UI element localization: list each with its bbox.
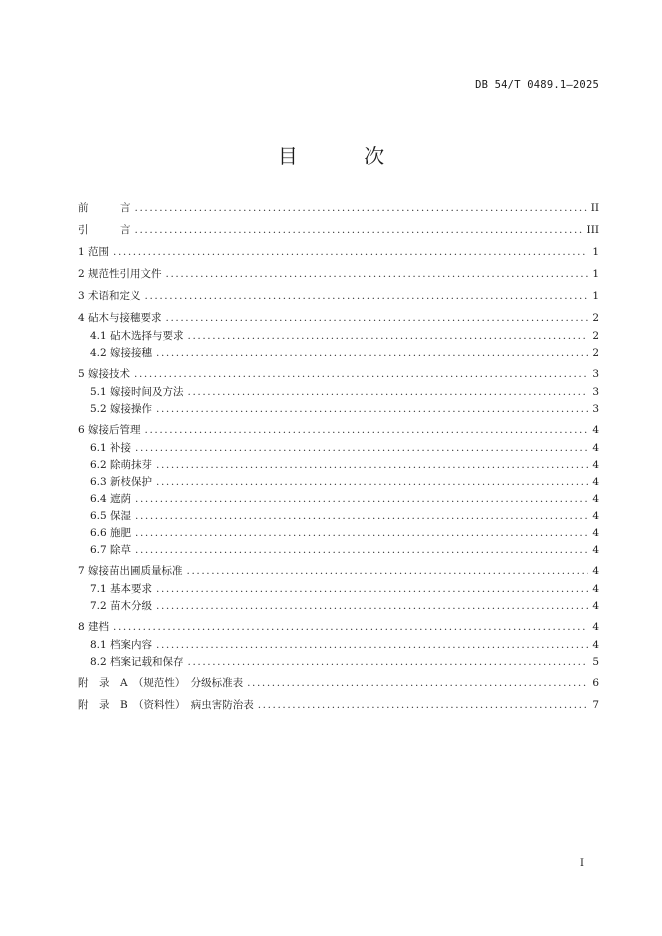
toc-page: 6 bbox=[592, 677, 599, 689]
toc-leader bbox=[247, 675, 588, 691]
toc-leader bbox=[135, 491, 588, 507]
toc-leader bbox=[135, 440, 588, 456]
toc-entry[interactable] bbox=[90, 654, 599, 670]
toc-entry[interactable] bbox=[90, 598, 599, 614]
page-number: I bbox=[580, 858, 584, 869]
toc-page: 4 bbox=[592, 510, 599, 522]
toc-entry[interactable] bbox=[78, 675, 599, 691]
toc-leader bbox=[113, 244, 588, 260]
toc-label: 6.3 新枝保护 bbox=[90, 476, 153, 488]
toc-page: 1 bbox=[592, 290, 599, 302]
toc-label: 1 范围 bbox=[78, 246, 110, 258]
toc-label: 4.2 嫁接接穗 bbox=[90, 347, 153, 359]
toc-leader bbox=[166, 266, 589, 282]
toc-label: 8.2 档案记载和保存 bbox=[90, 656, 184, 668]
toc-label: 8 建档 bbox=[78, 621, 110, 633]
toc-entry[interactable] bbox=[90, 581, 599, 597]
toc-page: 4 bbox=[592, 600, 599, 612]
toc-leader bbox=[145, 288, 589, 304]
toc-label: 6.1 补接 bbox=[90, 442, 132, 454]
toc-leader bbox=[187, 563, 589, 579]
toc-label: 6 嫁接后管理 bbox=[78, 424, 141, 436]
toc-label: 6.4 遮荫 bbox=[90, 493, 132, 505]
toc-page: 4 bbox=[592, 442, 599, 454]
toc-leader bbox=[166, 310, 589, 326]
toc-page: III bbox=[586, 224, 599, 236]
toc-entry[interactable] bbox=[78, 200, 599, 216]
toc-page: 1 bbox=[592, 268, 599, 280]
toc-leader bbox=[135, 508, 588, 524]
toc-entry[interactable] bbox=[78, 422, 599, 438]
toc-page: 4 bbox=[592, 583, 599, 595]
toc-leader bbox=[135, 222, 583, 238]
toc-leader bbox=[156, 474, 588, 490]
toc-entry[interactable] bbox=[90, 328, 599, 344]
toc-label: 7.1 基本要求 bbox=[90, 583, 153, 595]
toc-entry[interactable] bbox=[90, 345, 599, 361]
toc-label: 7 嫁接苗出圃质量标准 bbox=[78, 565, 183, 577]
toc-label: 引 言 bbox=[78, 224, 131, 236]
page-title: 目 次 bbox=[277, 144, 415, 168]
toc-page: II bbox=[590, 202, 599, 214]
toc-leader bbox=[134, 366, 588, 382]
toc-leader bbox=[188, 328, 589, 344]
toc-entry[interactable] bbox=[78, 563, 599, 579]
toc-entry[interactable] bbox=[90, 440, 599, 456]
toc-label: 6.6 施肥 bbox=[90, 527, 132, 539]
toc-entry[interactable] bbox=[90, 542, 599, 558]
toc-entry[interactable] bbox=[78, 288, 599, 304]
toc-label: 8.1 档案内容 bbox=[90, 639, 153, 651]
toc-entry[interactable] bbox=[90, 637, 599, 653]
toc-page: 2 bbox=[592, 347, 599, 359]
toc-page: 4 bbox=[592, 493, 599, 505]
toc-label: 7.2 苗木分级 bbox=[90, 600, 153, 612]
toc-leader bbox=[113, 619, 588, 635]
toc-entry[interactable] bbox=[90, 508, 599, 524]
toc-entry[interactable] bbox=[78, 266, 599, 282]
toc-page: 1 bbox=[592, 246, 599, 258]
toc-page: 7 bbox=[592, 699, 599, 711]
toc-page: 4 bbox=[592, 621, 599, 633]
toc-page: 2 bbox=[592, 312, 599, 324]
toc-leader bbox=[258, 697, 589, 713]
toc-page: 4 bbox=[592, 527, 599, 539]
toc-label: 5 嫁接技术 bbox=[78, 368, 131, 380]
toc-page: 4 bbox=[592, 639, 599, 651]
toc-leader bbox=[188, 384, 589, 400]
toc-leader bbox=[156, 581, 588, 597]
toc-entry[interactable] bbox=[90, 384, 599, 400]
toc-leader bbox=[156, 345, 588, 361]
toc-entry[interactable] bbox=[78, 619, 599, 635]
toc-label: 4 砧木与接穗要求 bbox=[78, 312, 162, 324]
toc-leader bbox=[135, 525, 588, 541]
toc-label: 5.1 嫁接时间及方法 bbox=[90, 386, 184, 398]
toc-label: 附 录 A （规范性） 分级标准表 bbox=[78, 677, 244, 689]
toc-entry[interactable] bbox=[78, 244, 599, 260]
toc-leader bbox=[145, 422, 589, 438]
toc-page: 3 bbox=[592, 386, 599, 398]
document-code: DB 54/T 0489.1—2025 bbox=[475, 79, 599, 91]
toc-entry[interactable] bbox=[78, 222, 599, 238]
toc-page: 3 bbox=[592, 403, 599, 415]
toc-entry[interactable] bbox=[90, 525, 599, 541]
toc-page: 4 bbox=[592, 476, 599, 488]
toc-leader bbox=[156, 598, 588, 614]
toc-label: 2 规范性引用文件 bbox=[78, 268, 162, 280]
toc-leader bbox=[135, 200, 587, 216]
toc-entry[interactable] bbox=[78, 366, 599, 382]
toc-leader bbox=[135, 542, 588, 558]
toc-entry[interactable] bbox=[90, 401, 599, 417]
toc-label: 5.2 嫁接操作 bbox=[90, 403, 153, 415]
toc-entry[interactable] bbox=[90, 474, 599, 490]
toc-page: 4 bbox=[592, 544, 599, 556]
toc-label: 6.5 保湿 bbox=[90, 510, 132, 522]
toc-page: 3 bbox=[592, 368, 599, 380]
toc-leader bbox=[156, 401, 588, 417]
toc-page: 4 bbox=[592, 459, 599, 471]
toc-leader bbox=[156, 637, 588, 653]
toc-page: 2 bbox=[592, 330, 599, 342]
toc-page: 5 bbox=[592, 656, 599, 668]
toc-entry[interactable] bbox=[78, 310, 599, 326]
toc-entry[interactable] bbox=[90, 491, 599, 507]
toc-page: 4 bbox=[592, 424, 599, 436]
toc-label: 4.1 砧木选择与要求 bbox=[90, 330, 184, 342]
toc-entry[interactable] bbox=[90, 457, 599, 473]
toc-label: 6.7 除草 bbox=[90, 544, 132, 556]
toc-entry[interactable] bbox=[78, 697, 599, 713]
toc-label: 附 录 B （资料性） 病虫害防治表 bbox=[78, 699, 254, 711]
toc-label: 3 术语和定义 bbox=[78, 290, 141, 302]
toc-label: 前 言 bbox=[78, 202, 131, 214]
toc-label: 6.2 除萌抹芽 bbox=[90, 459, 153, 471]
toc-leader bbox=[188, 654, 589, 670]
toc-leader bbox=[156, 457, 588, 473]
toc-page: 4 bbox=[592, 565, 599, 577]
